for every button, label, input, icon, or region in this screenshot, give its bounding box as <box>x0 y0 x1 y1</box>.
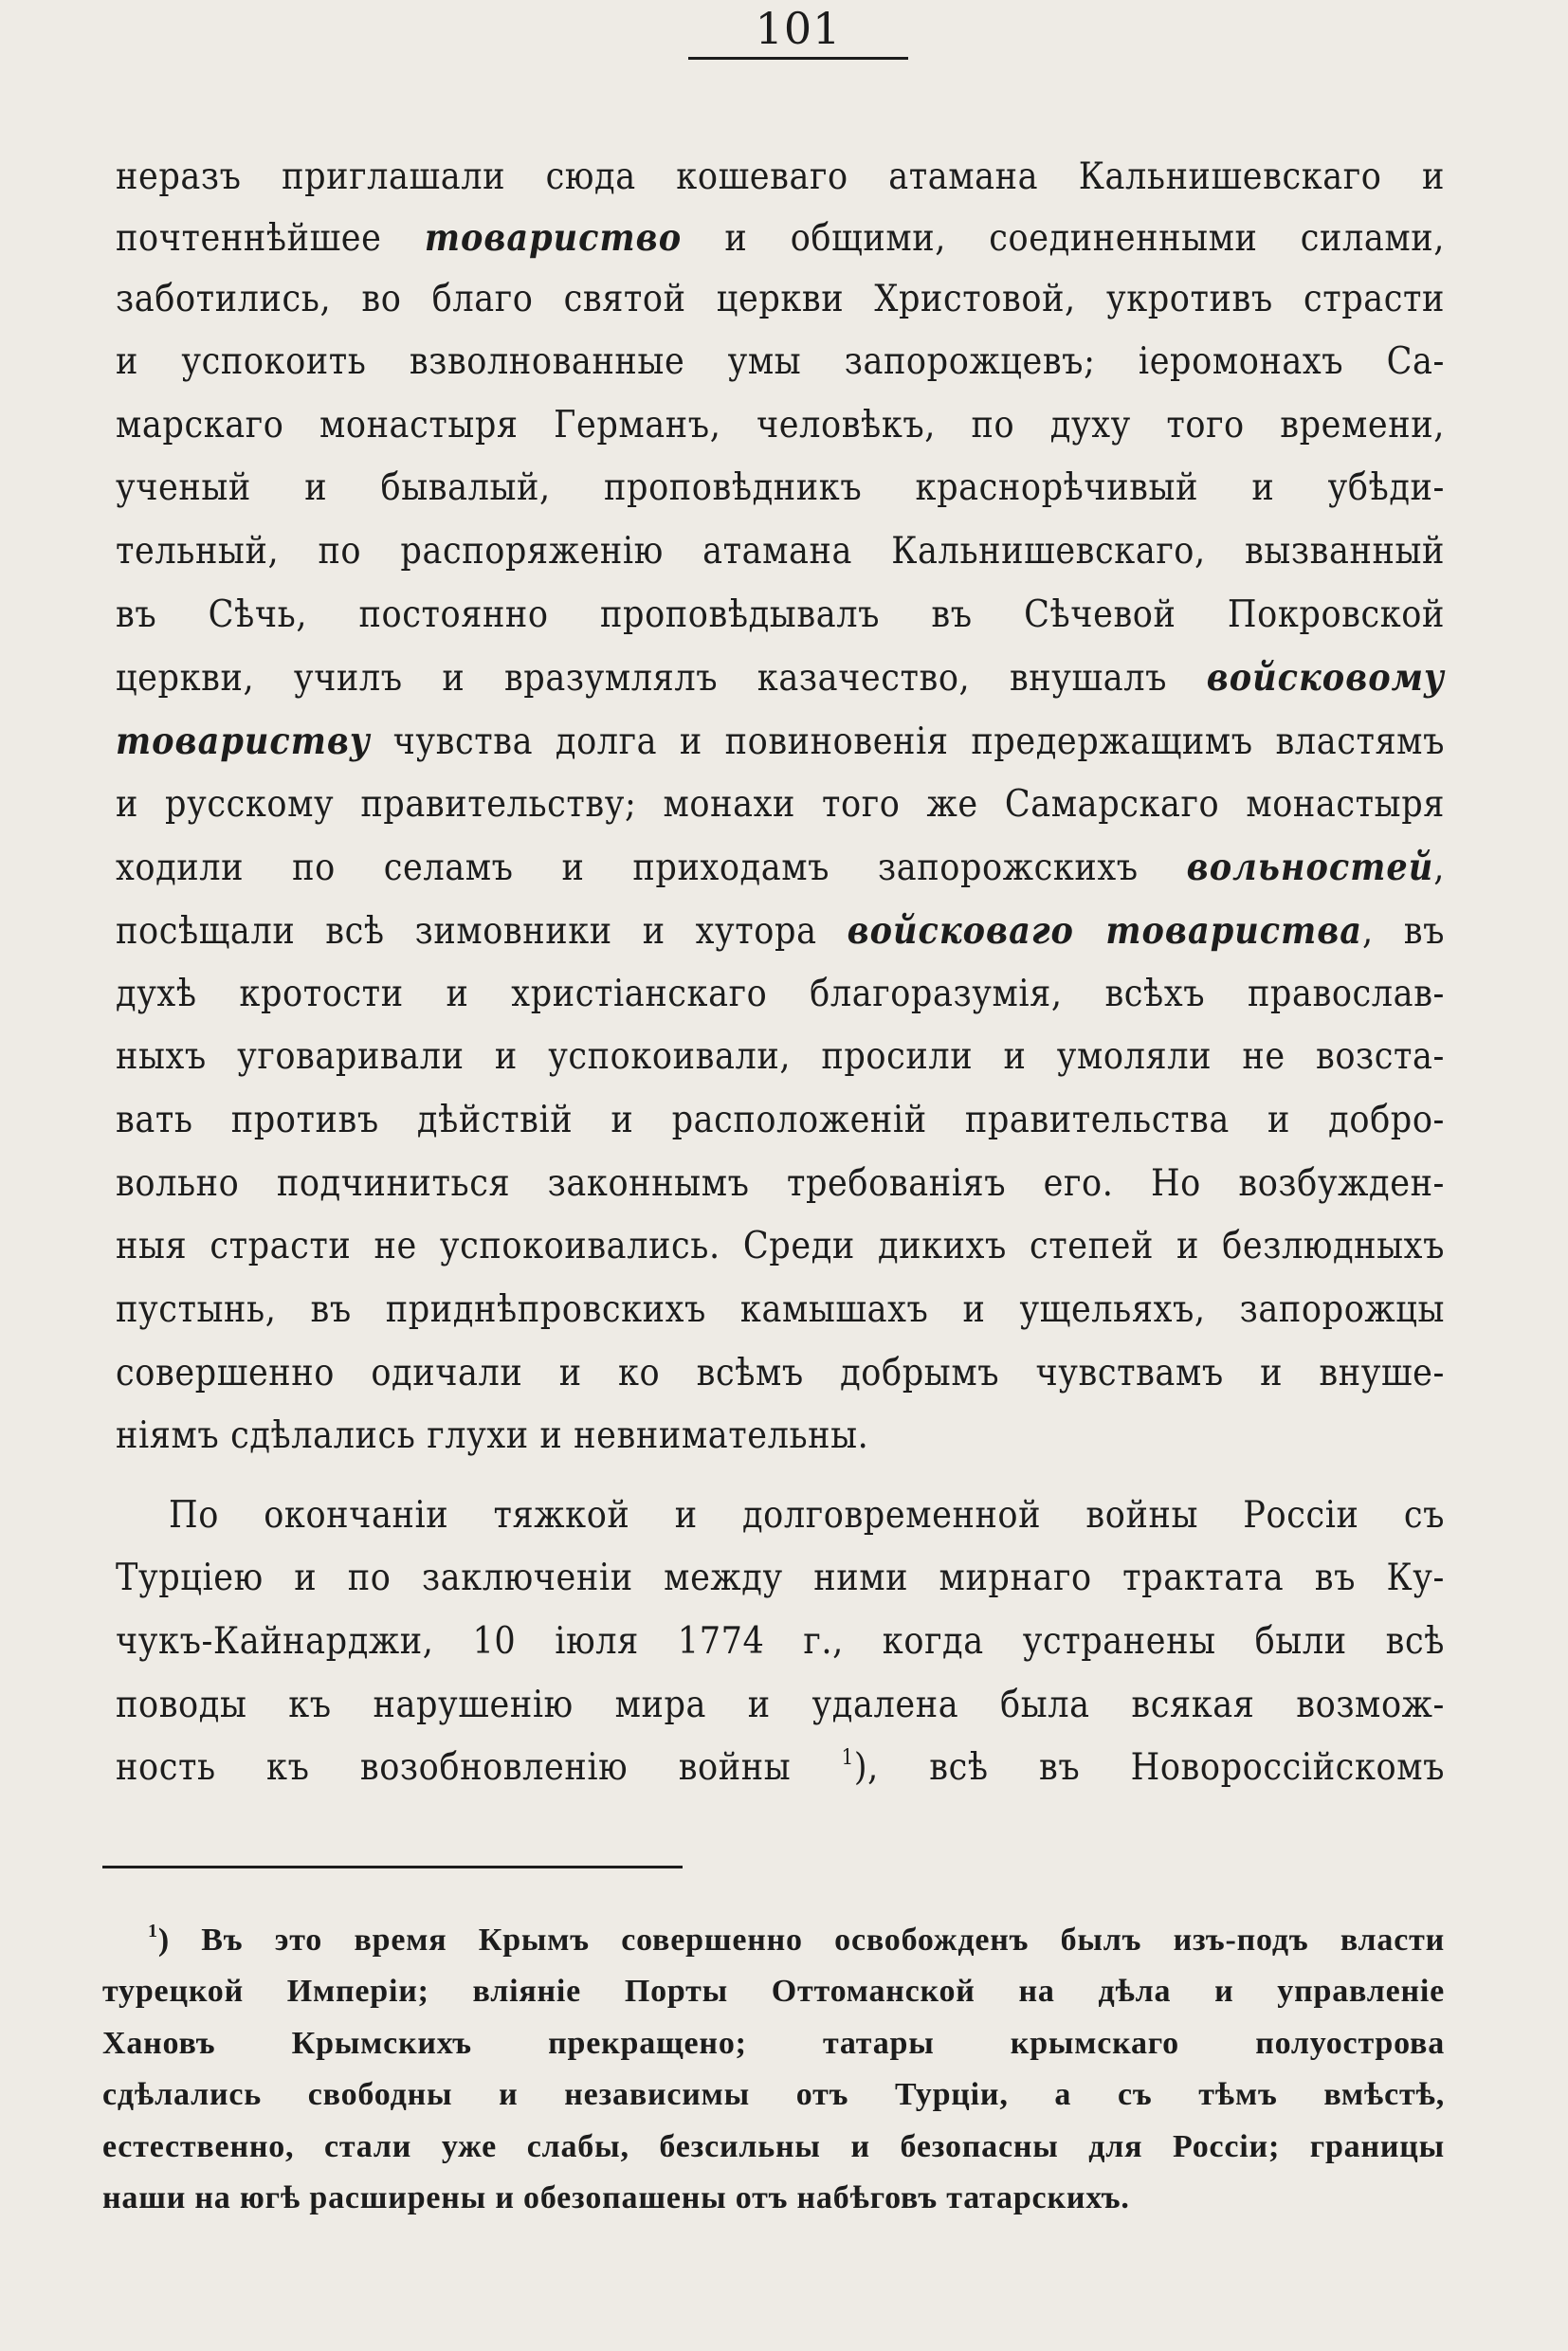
page-number: 101 <box>755 3 842 54</box>
footnote-line-1: $^1$) Въ это время Крымъ совершенно освобожденъ былъ изъ-подъ власти <box>148 1921 1445 1958</box>
body-line-15: ныхъ уговаривали и успокоивали, просили и умоляли не возста- <box>116 1035 1445 1078</box>
italic-term: вольностей <box>1186 846 1434 889</box>
body-line-8: въ Сѣчь, постоянно проповѣдывалъ въ Сѣчевой Покровской <box>116 593 1445 636</box>
footnote-line-6: наши на югѣ расширены и обезопашены отъ набѣговъ татарскихъ. <box>102 2180 1130 2215</box>
italic-term: войсковому <box>1206 656 1445 700</box>
italic-term: товариство <box>424 216 683 260</box>
body-line-12: ходили по селамъ и приходамъ запорожскихъ вольностей, <box>116 846 1445 889</box>
body-line-22: По окончаніи тяжкой и долговременной войны Россіи съ <box>169 1494 1445 1537</box>
body-line-14: духѣ кротости и христіанскаго благоразумія, всѣхъ православ- <box>116 973 1445 1015</box>
body-line-13: посѣщали всѣ зимовники и хутора войсковаго товариства, въ <box>116 909 1446 953</box>
footnote-line-5: естественно, стали уже слабы, безсильны и безопасны для Россіи; границы <box>102 2129 1445 2164</box>
body-line-24: чукъ-Кайнарджи, 10 іюля 1774 г., когда устранены были всѣ <box>116 1620 1445 1663</box>
body-line-6: ученый и бывалый, проповѣдникъ краснорѣчивый и убѣди- <box>116 466 1445 509</box>
footnote-line-2: турецкой Имперіи; вліяніе Порты Оттоманской на дѣла и управленіе <box>102 1974 1445 2009</box>
footnote-ref: 1 <box>841 1746 854 1770</box>
body-line-21: ніямъ сдѣлались глухи и невнимательны. <box>116 1414 869 1457</box>
page-number-underline <box>688 57 908 60</box>
body-line-11: и русскому правительству; монахи того же Самарскаго монастыря <box>116 783 1445 826</box>
body-line-2: почтеннѣйшее товариство и общими, соединенными силами, <box>116 216 1446 260</box>
body-line-9: церкви, училъ и вразумлялъ казачество, внушалъ войсковому <box>116 656 1445 700</box>
footnote-separator <box>102 1866 683 1868</box>
footnote-line-4: сдѣлались свободны и независимы отъ Турціи, а съ тѣмъ вмѣстѣ, <box>102 2077 1445 2112</box>
body-line-16: вать противъ дѣйствій и расположеній правительства и добро- <box>116 1099 1445 1141</box>
body-line-26: ность къ возобновленію войны $^1$), всѣ въ Новороссійскомъ <box>116 1746 1446 1789</box>
body-line-10: товариству чувства долга и повиновенія предержащимъ властямъ <box>116 720 1445 763</box>
footnote-marker: 1 <box>148 1921 158 1941</box>
body-line-3: заботились, во благо святой церкви Христовой, укротивъ страсти <box>116 278 1445 320</box>
body-line-19: пустынь, въ приднѣпровскихъ камышахъ и ущельяхъ, запорожцы <box>116 1288 1445 1331</box>
footnote-line-3: Хановъ Крымскихъ прекращено; татары крымскаго полуострова <box>102 2026 1445 2061</box>
body-line-1: неразъ приглашали сюда кошеваго атамана Кальнишевскаго и <box>116 155 1445 198</box>
body-line-7: тельный, по распоряженію атамана Кальнишевскаго, вызванный <box>116 530 1445 573</box>
italic-term: товариству <box>116 720 371 763</box>
body-line-25: поводы къ нарушенію мира и удалена была всякая возмож- <box>116 1684 1445 1726</box>
body-line-17: вольно подчиниться законнымъ требованіяъ его. Но возбужден- <box>116 1162 1445 1205</box>
body-line-23: Турціею и по заключеніи между ними мирнаго трактата въ Ку- <box>116 1557 1445 1599</box>
body-line-20: совершенно одичали и ко всѣмъ добрымъ чувствамъ и внуше- <box>116 1352 1445 1394</box>
body-line-4: и успокоить взволнованные умы запорожцевъ; іеромонахъ Са- <box>116 340 1445 383</box>
body-line-5: марскаго монастыря Германъ, человѣкъ, по духу того времени, <box>116 404 1445 447</box>
italic-term: войсковаго товариства <box>847 909 1363 953</box>
body-line-18: ныя страсти не успокоивались. Среди дикихъ степей и безлюдныхъ <box>116 1225 1445 1267</box>
